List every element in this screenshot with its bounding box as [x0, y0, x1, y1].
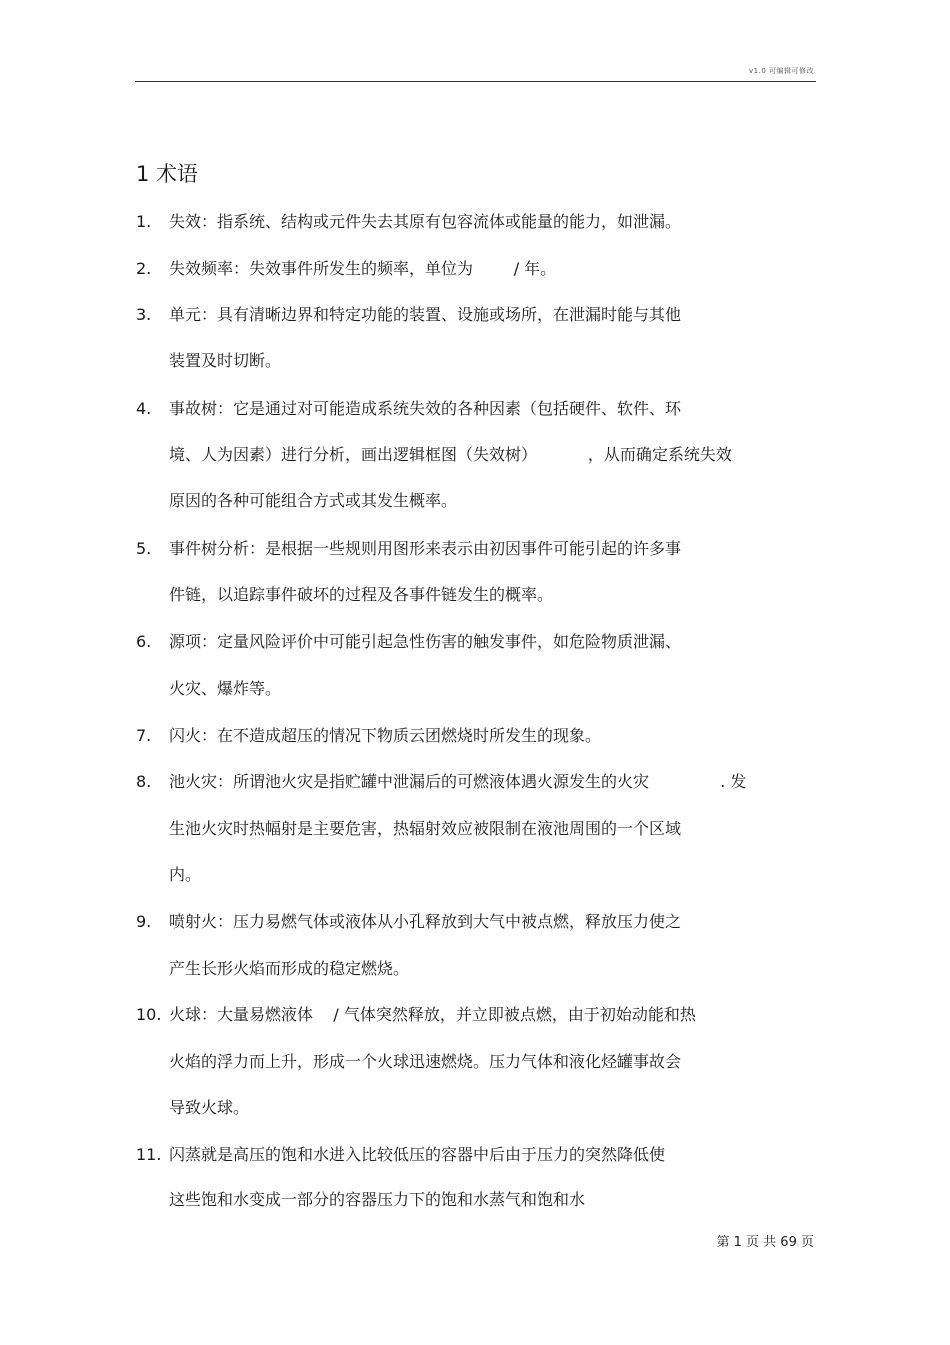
list-item-text: 火焰的浮力而上升，形成一个火球迅速燃烧。压力气体和液化烃罐事故会	[169, 1052, 682, 1071]
list-item-text: 失效频率：失效事件所发生的频率，单位为 / 年。	[169, 259, 557, 278]
list-item-text: 单元：具有清晰边界和特定功能的装置、设施或场所，在泄漏时能与其他	[169, 305, 682, 324]
list-item-text: 源项：定量风险评价中可能引起急性伤害的触发事件，如危险物质泄漏、	[169, 632, 682, 651]
header-version-label: v1.0 可编辑可修改	[749, 67, 814, 75]
list-item-number: 6.	[136, 632, 152, 651]
list-item-number: 9.	[136, 912, 152, 931]
list-item-text: 失效：指系统、结构或元件失去其原有包容流体或能量的能力，如泄漏。	[169, 212, 682, 231]
list-item-text: 件链，以追踪事件破坏的过程及各事件链发生的概率。	[169, 585, 554, 604]
footer-page-number: 1	[733, 1235, 742, 1250]
list-item-text: 池火灾：所谓池火灾是指贮罐中泄漏后的可燃液体遇火源发生的火灾 . 发	[169, 772, 747, 791]
list-item-text: 产生长形火焰而形成的稳定燃烧。	[169, 959, 410, 978]
list-item-text: 导致火球。	[169, 1098, 250, 1117]
footer-suffix: 页	[800, 1235, 814, 1250]
list-item-text: 原因的各种可能组合方式或其发生概率。	[169, 491, 458, 510]
list-item-text: 这些饱和水变成一部分的容器压力下的饱和水蒸气和饱和水	[169, 1190, 586, 1209]
list-item-text: 火灾、爆炸等。	[169, 679, 282, 698]
list-item-number: 2.	[136, 259, 152, 278]
list-item-text: 事故树：它是通过对可能造成系统失效的各种因素（包括硬件、软件、环	[169, 399, 682, 418]
section-title: 1 术语	[136, 162, 199, 186]
list-item-text: 事件树分析：是根据一些规则用图形来表示由初因事件可能引起的许多事	[169, 539, 682, 558]
list-item-text: 火球：大量易燃液体 / 气体突然释放，并立即被点燃，由于初始动能和热	[169, 1005, 696, 1024]
list-item-number: 4.	[136, 399, 152, 418]
list-item-number: 3.	[136, 305, 152, 324]
header-divider	[135, 81, 816, 82]
footer-total-pages: 69	[780, 1235, 797, 1250]
page-footer	[716, 1231, 814, 1250]
list-item-text: 内。	[169, 865, 202, 884]
footer-middle: 页 共	[746, 1235, 777, 1250]
list-item-number: 11.	[136, 1145, 162, 1164]
list-item-text: 生池火灾时热幅射是主要危害，热辐射效应被限制在液池周围的一个区域	[169, 819, 682, 838]
list-item-number: 1.	[136, 212, 152, 231]
list-item-text: 闪火：在不造成超压的情况下物质云团燃烧时所发生的现象。	[169, 726, 602, 745]
list-item-number: 8.	[136, 772, 152, 791]
list-item-number: 10.	[136, 1005, 162, 1024]
list-item-text: 装置及时切断。	[169, 351, 282, 370]
footer-prefix: 第	[716, 1235, 730, 1250]
list-item-number: 5.	[136, 539, 152, 558]
list-item-text: 喷射火：压力易燃气体或液体从小孔释放到大气中被点燃，释放压力使之	[169, 912, 682, 931]
list-item-text: 闪蒸就是高压的饱和水进入比较低压的容器中后由于压力的突然降低使	[169, 1145, 666, 1164]
list-item-text: 境、人为因素）进行分析，画出逻辑框图（失效树） ，从而确定系统失效	[169, 445, 732, 464]
list-item-number: 7.	[136, 726, 152, 745]
